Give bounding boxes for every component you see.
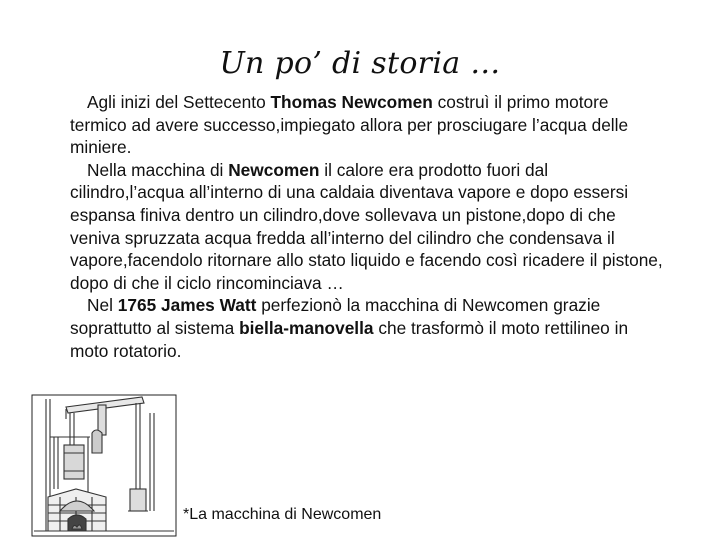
engine-drawing-icon	[30, 393, 178, 538]
newcomen-engine-illustration	[30, 393, 178, 538]
slide-body	[70, 91, 666, 362]
paragraph-2-name-newcomen: Newcomen	[228, 159, 320, 180]
paragraph-2-part-1: Nella macchina di	[87, 159, 229, 180]
slide-title: Un po’ di storia …	[219, 46, 501, 81]
paragraph-1	[70, 91, 666, 159]
figure-caption: *La macchina di Newcomen	[183, 506, 382, 523]
paragraph-1-part-3: costruì il primo motore termico ad avere successo,impiegato allora per prosciugare l’acqua delle miniere.	[70, 92, 629, 158]
paragraph-2-part-3: il calore era prodotto fuori dal cilindro,l’acqua all’interno di una caldaia diventava vapore e dopo essersi espansa finiva dentro un cilindro,dove sollevava un pistone,dopo di che veniva spruzzata acqua fredda all’interno del cilindro che condensava il vapore,facendolo ritornare allo stato liquido e facendo così ricadere il pistone, dopo di che il ciclo rincominciava …	[70, 159, 663, 293]
paragraph-3-part-3: perfezionò la macchina di Newcomen grazie soprattutto al sistema	[70, 295, 601, 338]
paragraph-3-year-watt: 1765 James Watt	[117, 295, 257, 316]
paragraph-1-name-newcomen: Thomas Newcomen	[270, 92, 433, 112]
paragraph-1-part-1: Agli inizi del Settecento	[87, 92, 271, 112]
paragraph-3-part-1: Nel	[87, 295, 118, 316]
paragraph-2	[70, 159, 666, 295]
paragraph-3-part-5: che trasformò il moto rettilineo in moto rotatorio.	[70, 317, 629, 361]
paragraph-3	[70, 294, 666, 362]
paragraph-3-biella-manovella: biella-manovella	[239, 317, 374, 338]
